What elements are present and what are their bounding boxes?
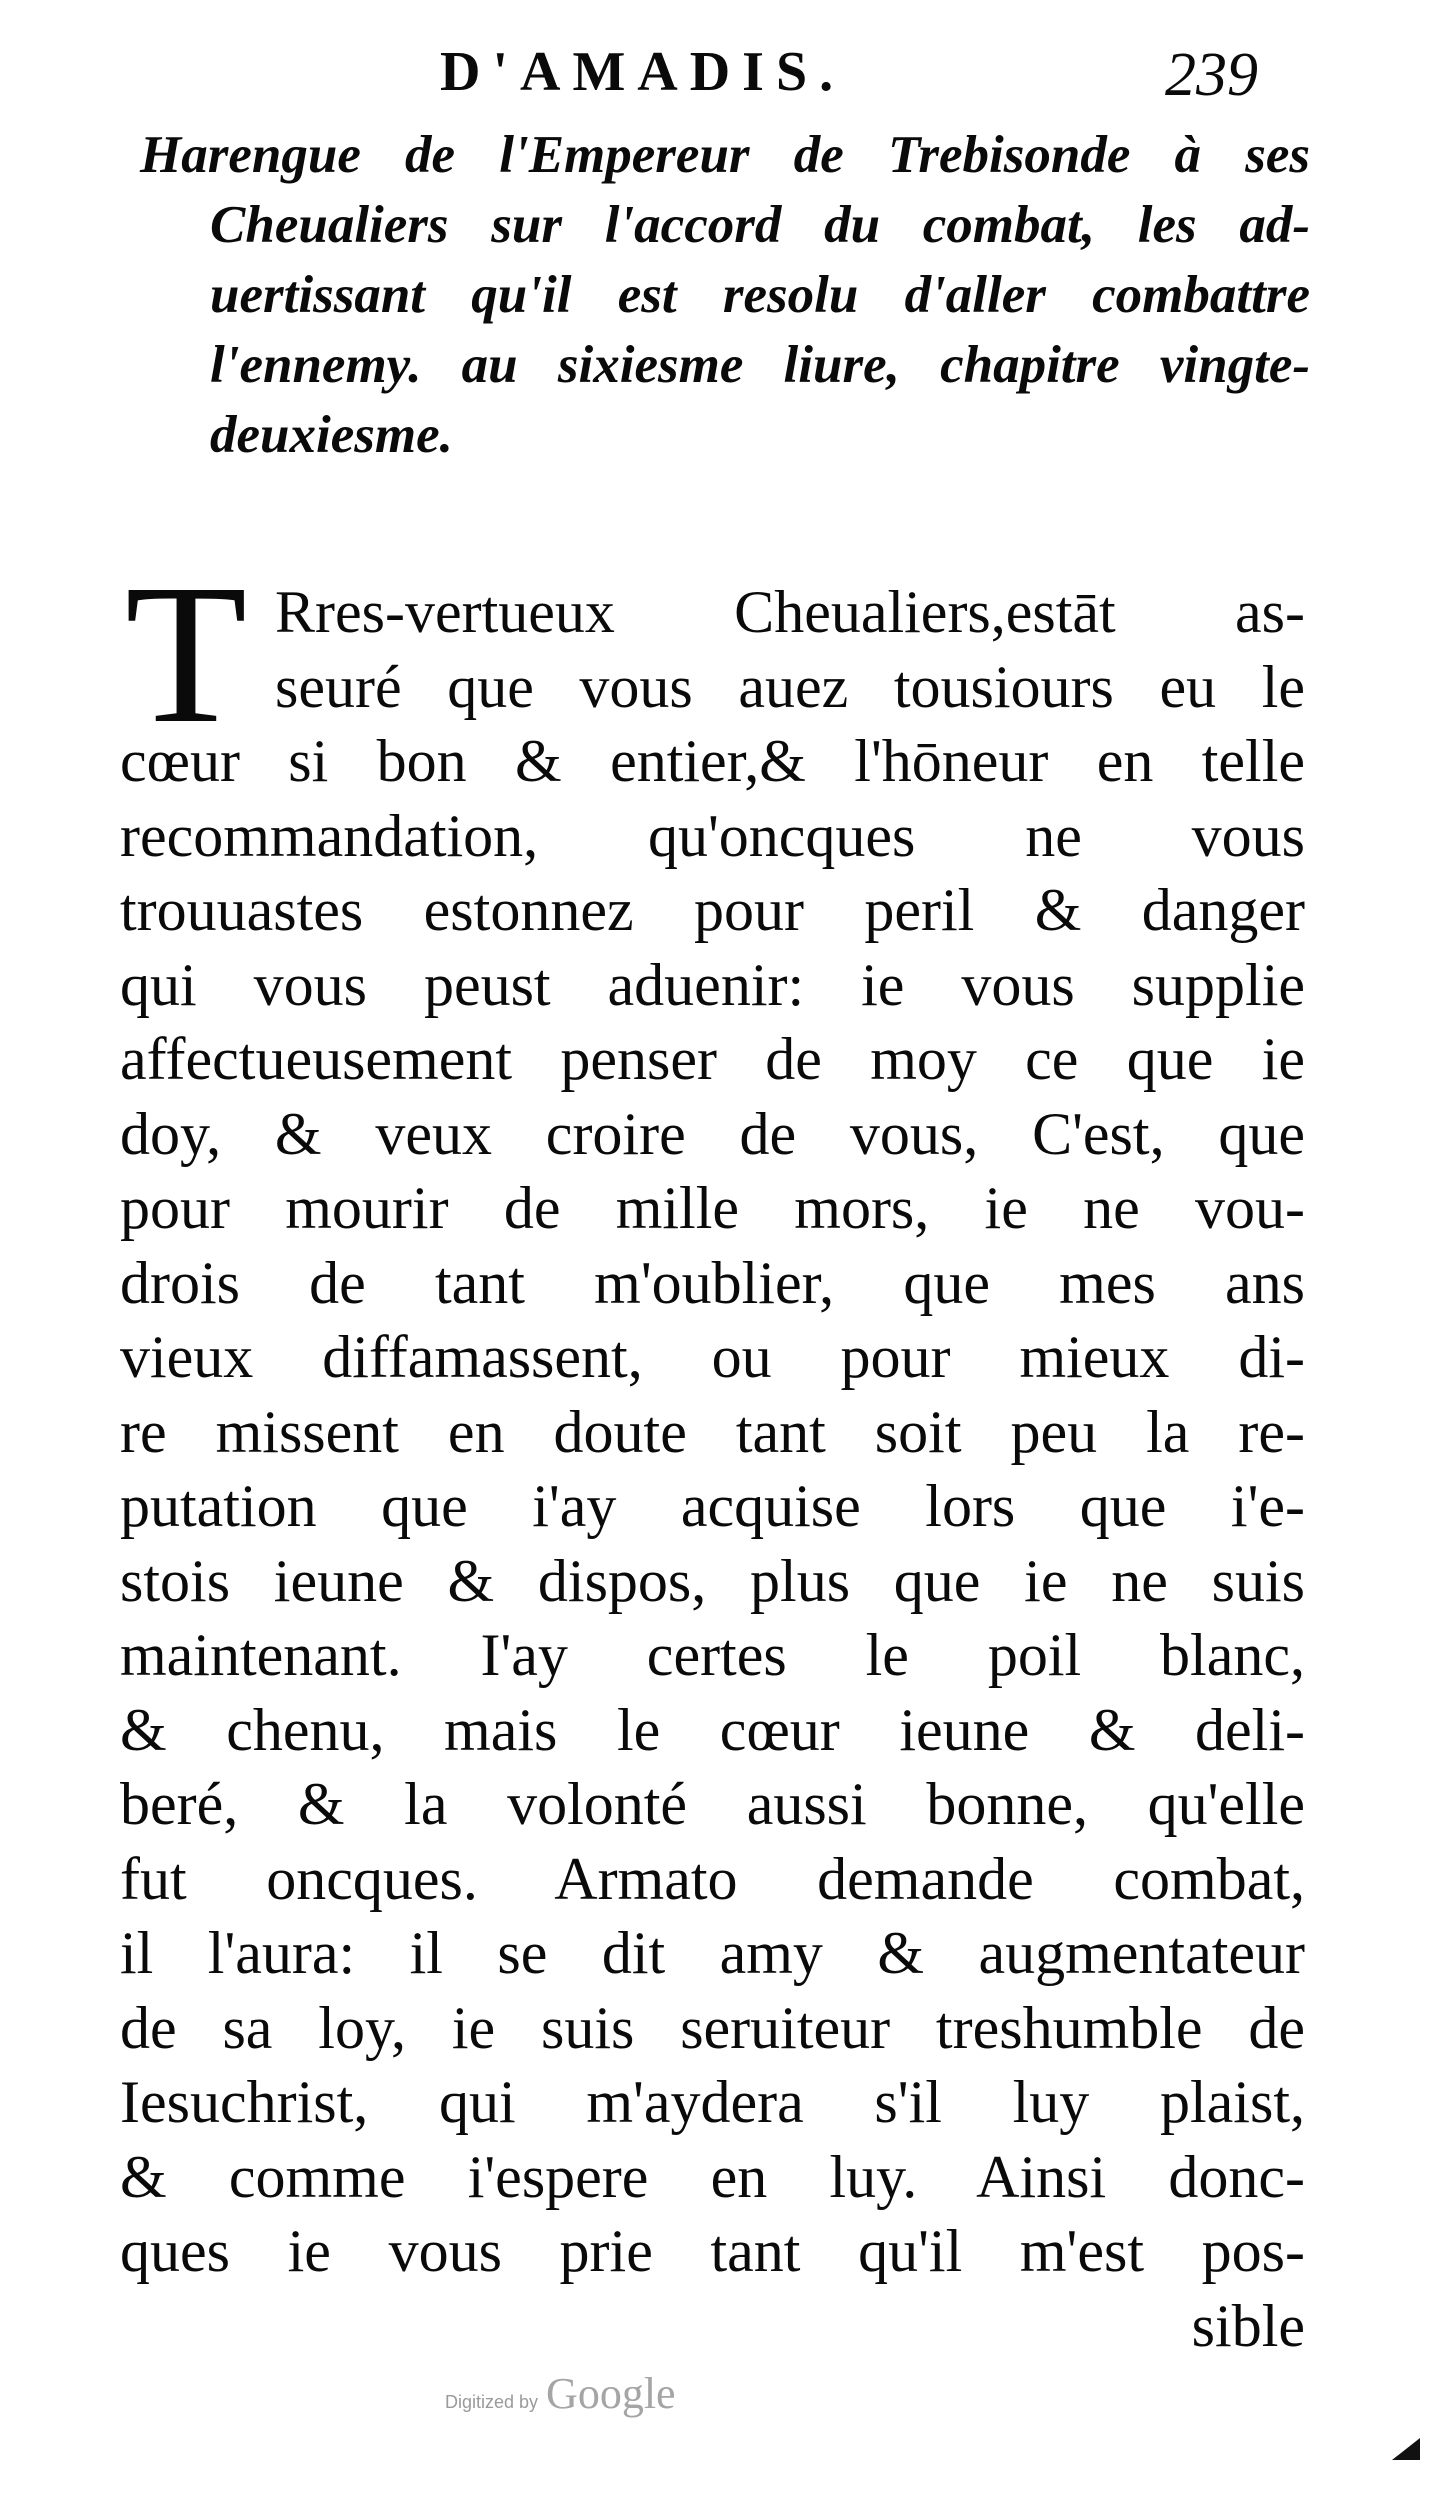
digitized-watermark xyxy=(445,2368,676,2419)
body-line: drois de tant m'oublier, que mes ans xyxy=(120,1249,1305,1316)
body-line: & comme i'espere en luy. Ainsi donc- xyxy=(120,2143,1305,2210)
body-line: affectueusement penser de moy ce que ie xyxy=(120,1026,1305,1092)
drop-cap: T xyxy=(125,544,248,765)
body-line: qui vous peust aduenir: ie vous supplie xyxy=(120,951,1305,1018)
summary-line: Harengue de l'Empereur de Trebisonde à ses xyxy=(140,126,1310,184)
body-line: vieux diffamassent, ou pour mieux di- xyxy=(120,1324,1305,1390)
body-line: seuré que vous auez tousiours eu le xyxy=(275,653,1305,720)
chapter-summary xyxy=(140,120,1310,470)
page-number: 239 xyxy=(1165,41,1258,109)
body-line: putation que i'ay acquise lors que i'e- xyxy=(120,1473,1305,1539)
summary-line: uertissant qu'il est resolu d'aller combattre xyxy=(210,266,1310,324)
body-line: stois ieune & dispos, plus que ie ne suis xyxy=(120,1547,1305,1614)
body-line: recommandation, qu'oncques ne vous xyxy=(120,802,1305,869)
body-line: pour mourir de mille mors, ie ne vou- xyxy=(120,1175,1305,1241)
body-line: Iesuchrist, qui m'aydera s'il luy plaist, xyxy=(120,2069,1305,2135)
body-line: de sa loy, ie suis seruiteur treshumble de xyxy=(120,1994,1305,2061)
body-line: re missent en doute tant soit peu la re- xyxy=(120,1398,1305,1465)
body-line: ques ie vous prie tant qu'il m'est pos- xyxy=(120,2218,1305,2284)
body-line: maintenant. I'ay certes le poil blanc, xyxy=(120,1622,1305,1688)
catchword: sible xyxy=(1191,2292,1305,2359)
body-line: trouuastes estonnez pour peril & danger xyxy=(120,877,1305,943)
scan-corner-mark xyxy=(1392,2438,1420,2460)
body-line: beré, & la volonté aussi bonne, qu'elle xyxy=(120,1771,1305,1837)
running-head: D'AMADIS. xyxy=(440,41,846,103)
body-line: fut oncques. Armato demande combat, xyxy=(120,1845,1305,1912)
body-line: il l'aura: il se dit amy & augmentateur xyxy=(120,1920,1305,1986)
body-line: doy, & veux croire de vous, C'est, que xyxy=(120,1100,1305,1167)
summary-line: Cheualiers sur l'accord du combat, les ad- xyxy=(210,196,1310,254)
body-line: Rres-vertueux Cheualiers,estāt as- xyxy=(275,579,1305,645)
digitized-by-label: Digitized by xyxy=(445,2392,539,2412)
body-text xyxy=(120,575,1305,2363)
summary-line: l'ennemy. au sixiesme liure, chapitre vingte- xyxy=(210,336,1310,394)
summary-line: deuxiesme. xyxy=(210,406,453,464)
body-line: & chenu, mais le cœur ieune & deli- xyxy=(120,1696,1305,1763)
google-logo: Google xyxy=(546,2369,676,2418)
body-line: cœur si bon & entier,& l'hōneur en telle xyxy=(120,728,1305,794)
